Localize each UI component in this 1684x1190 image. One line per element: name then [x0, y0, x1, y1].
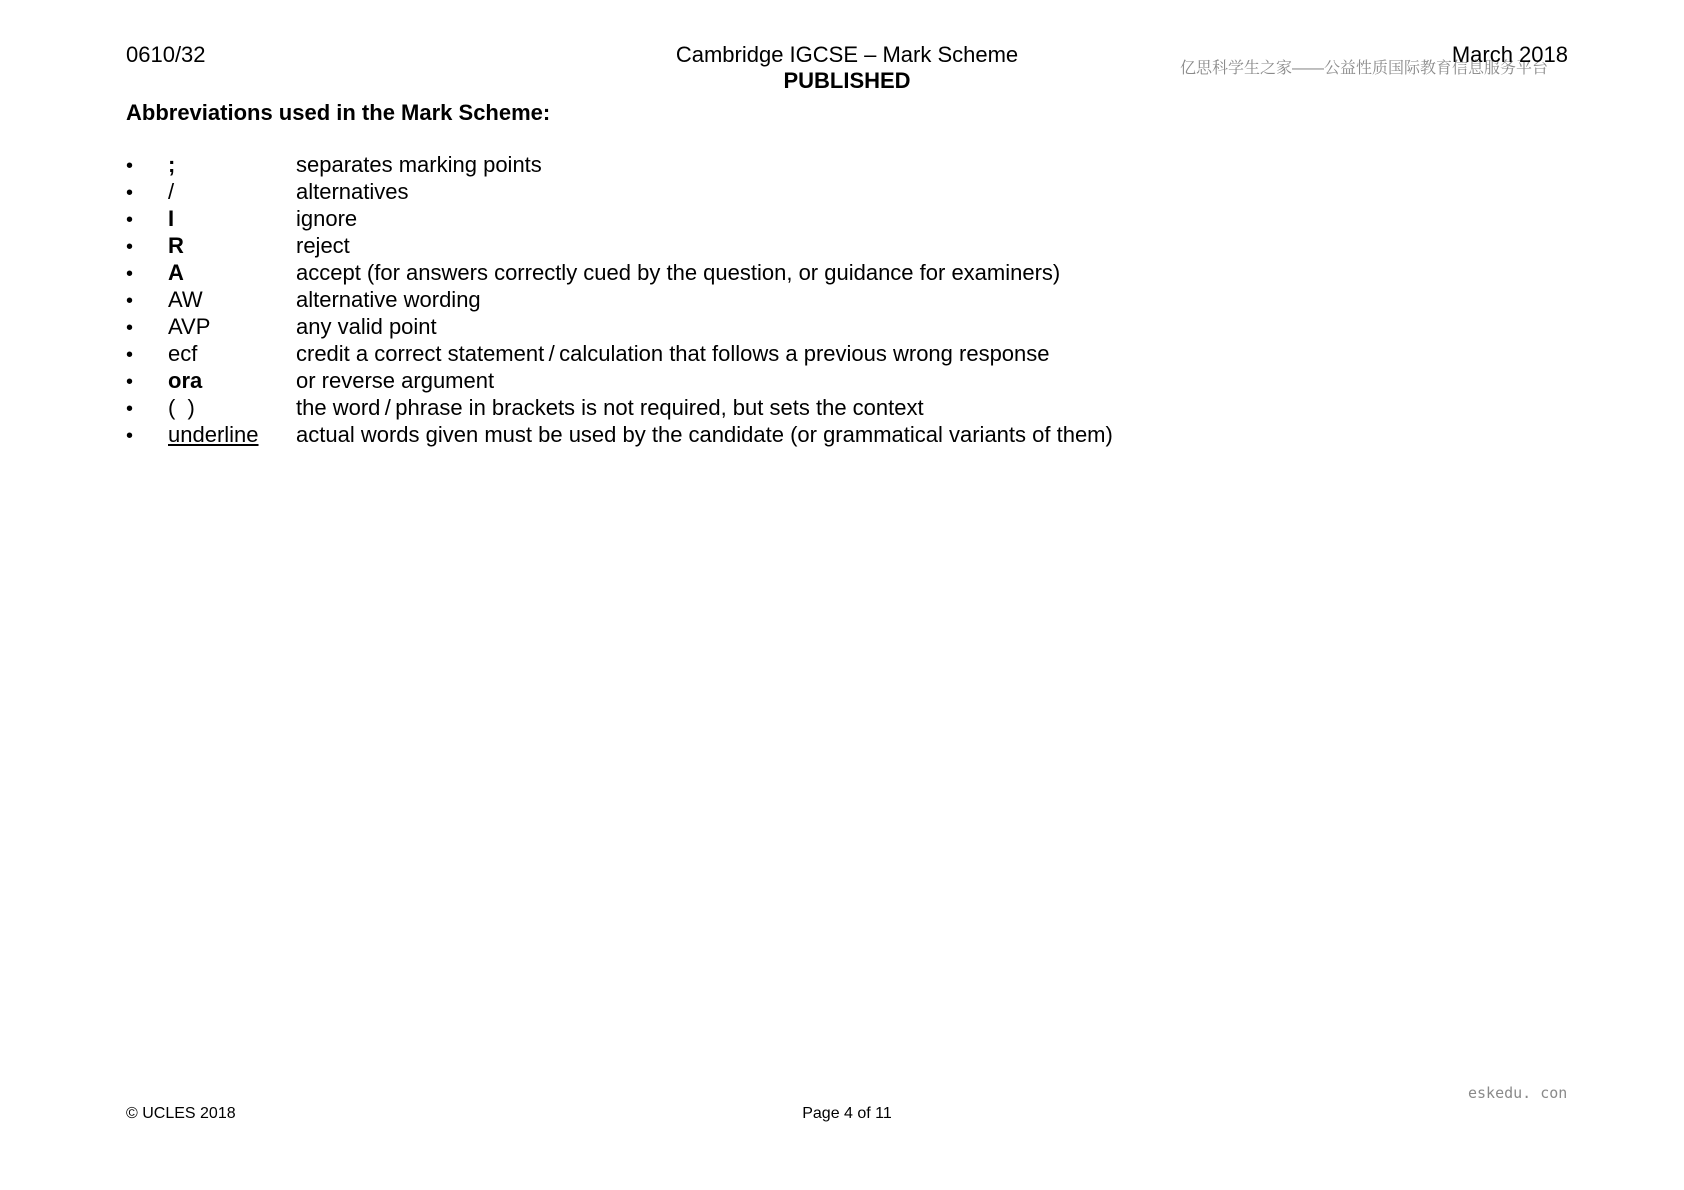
- abbreviation-meaning: any valid point: [296, 314, 437, 339]
- list-item: [126, 314, 1113, 341]
- bullet-icon: •: [126, 425, 134, 447]
- abbreviation-term: ecf: [168, 341, 198, 366]
- abbreviation-term: underline: [168, 422, 259, 447]
- abbreviation-meaning: the word / phrase in brackets is not required, but sets the context: [296, 395, 924, 420]
- list-item: [126, 233, 1113, 260]
- page-number: Page 4 of 11: [802, 1105, 892, 1122]
- abbreviation-term: I: [168, 206, 175, 231]
- bullet-icon: •: [126, 236, 134, 258]
- list-item: [126, 422, 1113, 449]
- abbreviation-term: AW: [168, 287, 203, 312]
- abbreviation-term: A: [168, 260, 184, 285]
- list-item: [126, 152, 1113, 179]
- copyright-text: © UCLES 2018: [126, 1105, 236, 1122]
- abbreviation-meaning: ignore: [296, 206, 358, 231]
- abbreviation-term: ( ): [168, 395, 195, 420]
- site-watermark: eskedu. con: [1468, 1084, 1568, 1102]
- list-item: [126, 179, 1113, 206]
- published-label: PUBLISHED: [783, 68, 911, 93]
- list-item: [126, 395, 1113, 422]
- bullet-icon: •: [126, 317, 134, 339]
- abbreviation-meaning: accept (for answers correctly cued by the question, or guidance for examiners): [296, 260, 1061, 285]
- list-item: [126, 368, 1113, 395]
- abbreviation-meaning: credit a correct statement / calculation that follows a previous wrong response: [296, 341, 1050, 366]
- abbreviation-meaning: or reverse argument: [296, 368, 495, 393]
- list-item: [126, 206, 1113, 233]
- abbreviation-meaning: reject: [296, 233, 350, 258]
- bullet-icon: •: [126, 155, 134, 177]
- abbreviation-meaning: actual words given must be used by the candidate (or grammatical variants of them): [296, 422, 1113, 447]
- list-item: [126, 260, 1113, 287]
- abbreviation-term: /: [168, 179, 175, 204]
- section-heading: Abbreviations used in the Mark Scheme:: [126, 100, 551, 125]
- bullet-icon: •: [126, 209, 134, 231]
- abbreviation-term: AVP: [168, 314, 211, 339]
- abbreviation-meaning: alternatives: [296, 179, 409, 204]
- bullet-icon: •: [126, 371, 134, 393]
- watermark-text: 亿思科学生之家——公益性质国际教育信息服务平台: [1180, 60, 1549, 77]
- bullet-icon: •: [126, 398, 134, 420]
- bullet-icon: •: [126, 290, 134, 312]
- list-item: [126, 287, 1113, 314]
- abbreviation-meaning: alternative wording: [296, 287, 481, 312]
- exam-date: March 2018: [1451, 42, 1568, 67]
- abbreviation-term: ora: [168, 368, 203, 393]
- bullet-icon: •: [126, 263, 134, 285]
- bullet-icon: •: [126, 182, 134, 204]
- paper-code: 0610/32: [126, 42, 206, 67]
- abbreviation-term: ;: [168, 152, 176, 177]
- bullet-icon: •: [126, 344, 134, 366]
- document-title: Cambridge IGCSE – Mark Scheme: [675, 42, 1019, 67]
- abbreviations-list: [126, 152, 1113, 449]
- abbreviation-term: R: [168, 233, 184, 258]
- list-item: [126, 341, 1113, 368]
- abbreviation-meaning: separates marking points: [296, 152, 542, 177]
